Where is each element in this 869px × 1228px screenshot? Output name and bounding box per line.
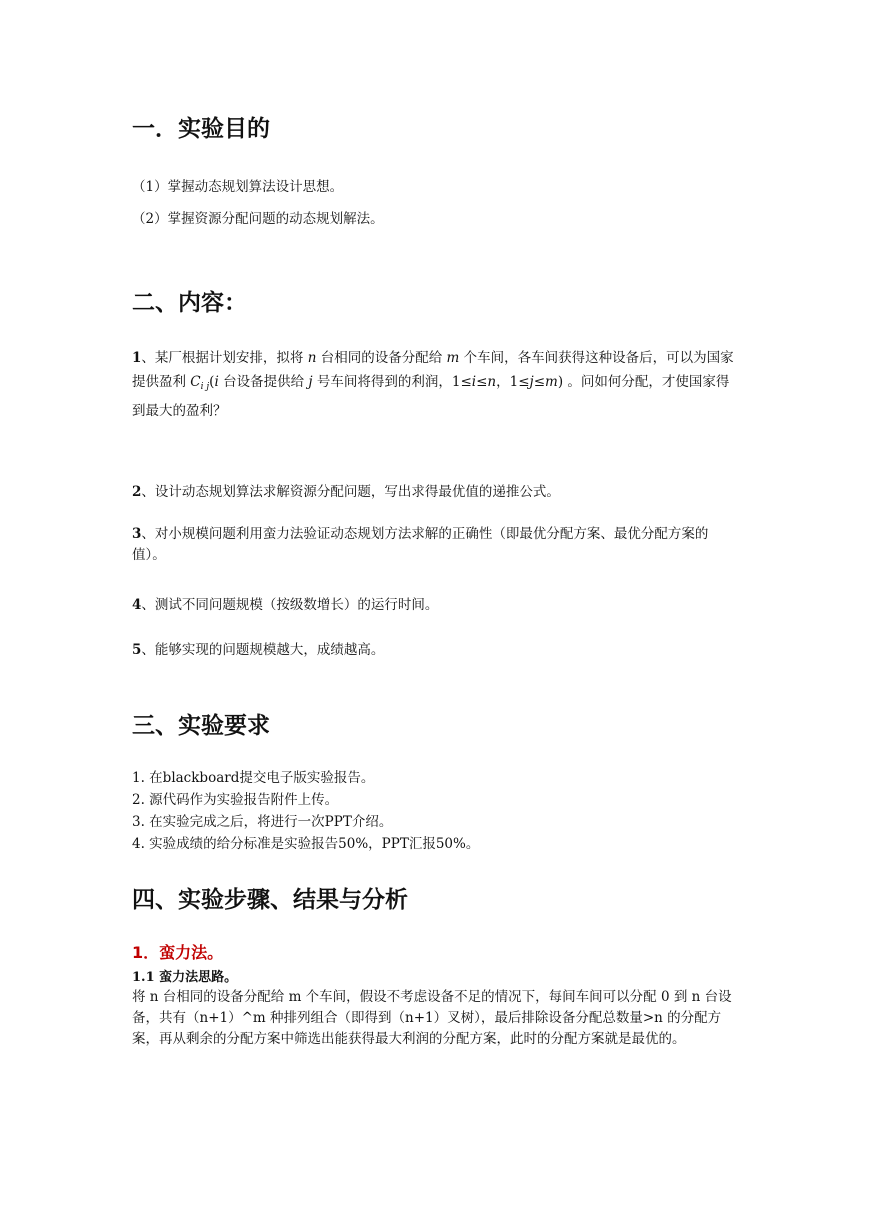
content-item-5 bbox=[132, 640, 384, 660]
section-3-heading: 三、实验要求 bbox=[132, 713, 270, 739]
var-c: C bbox=[190, 374, 201, 390]
text-run: 、某厂根据计划安排，拟将 bbox=[141, 350, 308, 366]
section-4-heading: 四、实验步骤、结果与分析 bbox=[132, 887, 408, 913]
brute-force-paragraph: 将 n 台相同的设备分配给 m 个车间，假设不考虑设备不足的情况下，每间车间可以分配 0 到 n 台设备，共有（n+1）^m 种排列组合（即得到（n+1）叉树），最后排除设备分配总数量>n 的分配方案，再从剩余的分配方案中筛选出能获得最大利润的分配方案，此时的分配方案就是最优的。 bbox=[132, 989, 732, 1047]
content-item-3-number: 3 bbox=[132, 526, 142, 542]
text-run: ) 。问如何分配，才使国家得到最大的盈利？ bbox=[132, 374, 730, 419]
text-run: ( bbox=[209, 374, 215, 390]
text-run: 台相同的设备分配给 bbox=[316, 350, 447, 366]
var-j: j bbox=[308, 374, 313, 390]
text-run: ，1≤ bbox=[496, 374, 530, 390]
text-run: 台设备提供给 bbox=[218, 374, 309, 390]
content-item-5-text: 、能够实现的问题规模越大，成绩越高。 bbox=[141, 642, 385, 658]
section-1-heading: 一．实验目的 bbox=[132, 116, 270, 142]
objective-item-1: （1）掌握动态规划算法设计思想。 bbox=[132, 179, 344, 195]
var-m: m bbox=[545, 374, 558, 390]
content-item-4-number: 4 bbox=[132, 597, 142, 613]
text-run: 个车间，各车间获得这种设备后，可以为国家提供盈利 bbox=[132, 350, 734, 390]
requirement-item: 3. 在实验完成之后，将进行一次PPT介绍。 bbox=[132, 814, 393, 830]
content-item-1-number: 1 bbox=[132, 350, 142, 366]
content-item-2-text: 、设计动态规划算法求解资源分配问题，写出求得最优值的递推公式。 bbox=[141, 484, 560, 500]
objective-item-2: （2）掌握资源分配问题的动态规划解法。 bbox=[132, 211, 384, 227]
content-item-2-number: 2 bbox=[132, 484, 142, 500]
content-item-3 bbox=[132, 524, 740, 566]
subheading-brute-force-idea: 1.1 蛮力法思路。 bbox=[132, 970, 238, 985]
section-2-heading: 二、内容： bbox=[132, 290, 247, 316]
subheading-brute-force: 1．蛮力法。 bbox=[132, 943, 224, 962]
content-item-2 bbox=[132, 482, 560, 502]
var-m: m bbox=[446, 350, 460, 366]
var-i: i bbox=[214, 374, 219, 390]
text-run: ≤ bbox=[476, 374, 488, 390]
content-item-1 bbox=[132, 346, 740, 423]
content-item-4-text: 、测试不同问题规模（按级数增长）的运行时间。 bbox=[141, 597, 439, 613]
requirement-item: 2. 源代码作为实验报告附件上传。 bbox=[132, 792, 339, 808]
requirements-list bbox=[132, 767, 479, 855]
var-i: i bbox=[471, 374, 477, 390]
subscript-ij: i j bbox=[200, 382, 210, 392]
var-n: n bbox=[307, 350, 317, 366]
content-item-3-text: 、对小规模问题利用蛮力法验证动态规划方法求解的正确性（即最优分配方案、最优分配方案的值）。 bbox=[132, 526, 709, 563]
requirement-item: 4. 实验成绩的给分标准是实验报告50%，PPT汇报50%。 bbox=[132, 836, 480, 852]
requirement-item: 1. 在blackboard提交电子版实验报告。 bbox=[132, 770, 375, 786]
var-n: n bbox=[487, 374, 497, 390]
text-run: ≤ bbox=[533, 374, 546, 390]
text-run: 号车间将得到的利润，1≤ bbox=[312, 374, 472, 390]
content-item-4 bbox=[132, 595, 438, 615]
var-j: j bbox=[529, 374, 534, 390]
content-item-5-number: 5 bbox=[132, 642, 142, 658]
